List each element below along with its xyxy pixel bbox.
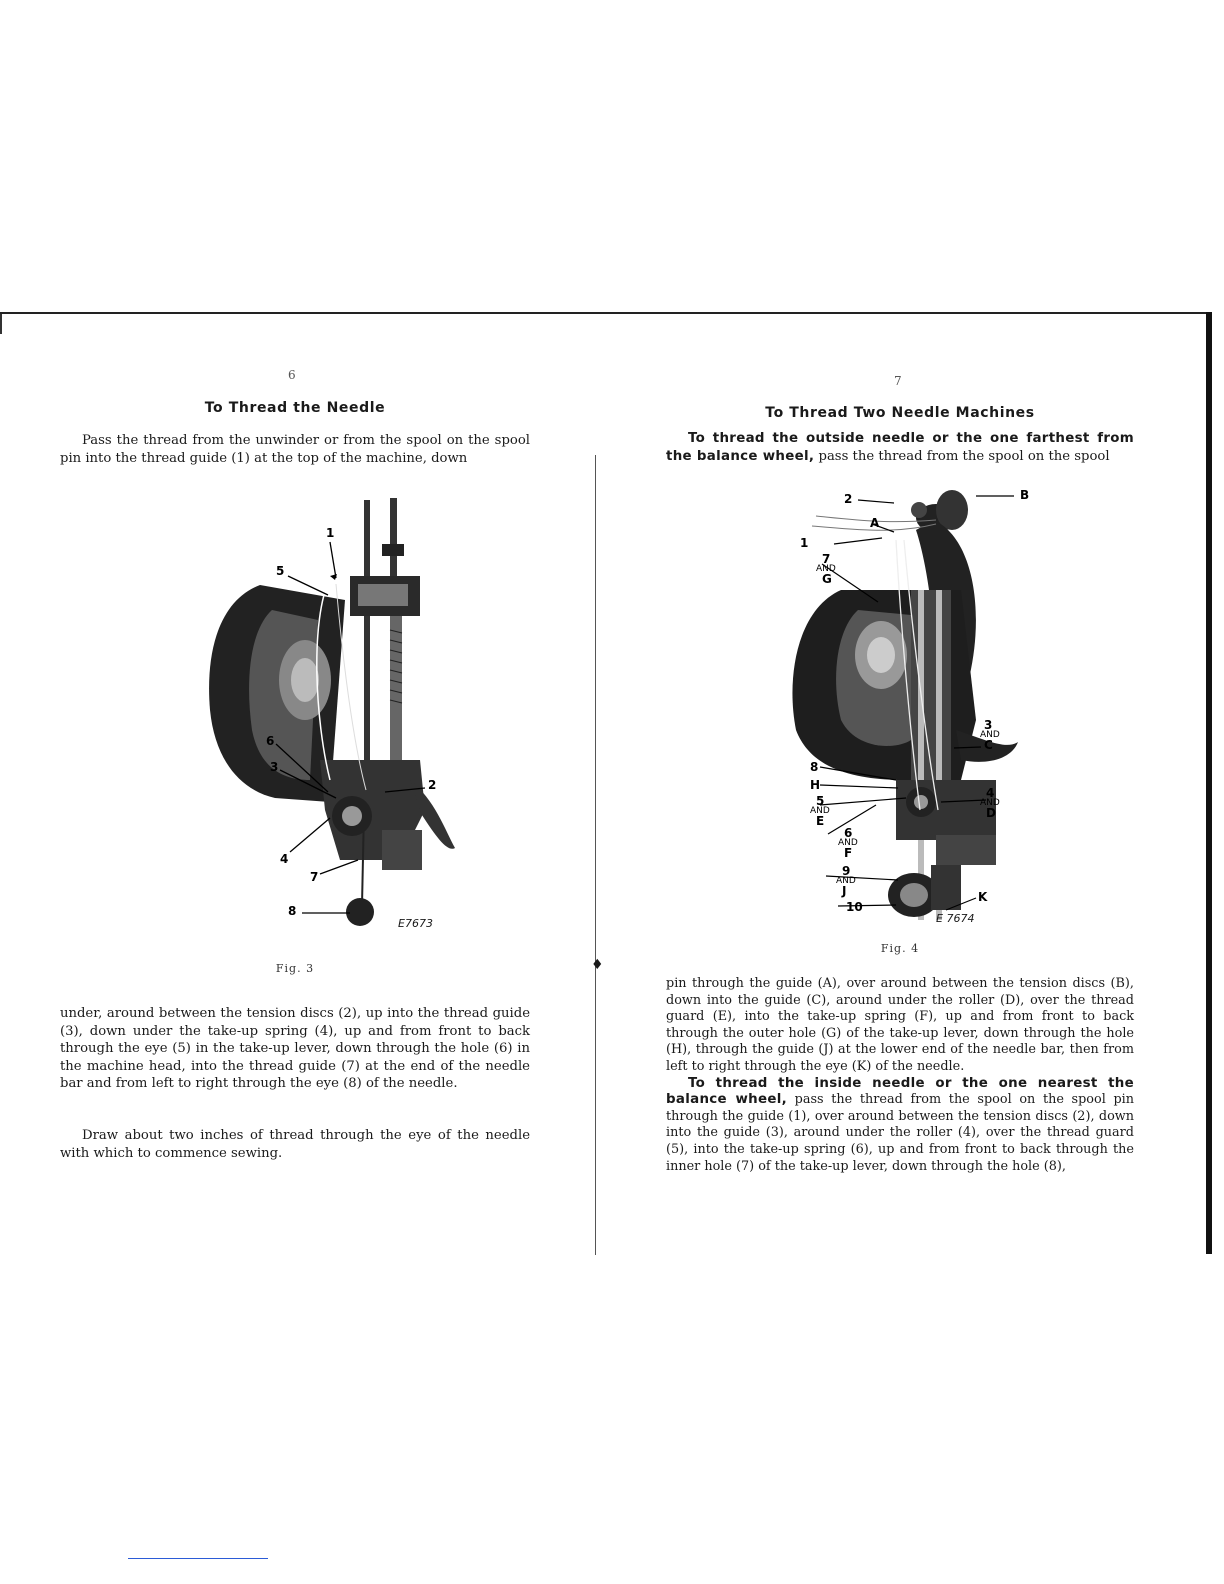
page-number: 6 <box>288 368 296 382</box>
callout-8: 8 <box>288 904 297 918</box>
callout-and: AND <box>810 806 830 816</box>
outside-needle-intro: To thread the outside needle or the one farthest from the balance wheel, pass the thread from the spool on the spool <box>666 431 1134 464</box>
callout-and: AND <box>816 564 836 574</box>
right-edge-shadow <box>1206 312 1212 1254</box>
spread-top-edge <box>0 312 1210 314</box>
page-heading: To Thread the Needle <box>204 400 386 416</box>
machine-head-illustration <box>190 480 520 940</box>
callout-and: AND <box>980 798 1000 808</box>
callout-D: D <box>986 806 996 820</box>
figure-4-two-needle-head <box>786 480 1136 930</box>
callout-and: AND <box>836 876 856 886</box>
callout-J: J <box>842 884 847 898</box>
callout-5: 5 <box>276 564 285 578</box>
gutter-mark: ♦ <box>591 957 604 973</box>
page-number: 7 <box>894 374 902 388</box>
callout-9: 9 <box>842 864 851 878</box>
callout-1: 1 <box>326 526 335 540</box>
callout-H: H <box>810 778 821 792</box>
callout-B: B <box>1020 488 1030 502</box>
callout-and: AND <box>838 838 858 848</box>
callout-2: 2 <box>844 492 853 506</box>
callout-6: 6 <box>266 734 275 748</box>
callout-5: 5 <box>816 794 825 808</box>
callout-3: 3 <box>270 760 279 774</box>
callout-3: 3 <box>984 718 993 732</box>
callout-A: A <box>870 516 880 530</box>
figure-caption: Fig. 4 <box>880 942 920 955</box>
callout-G: G <box>822 572 832 586</box>
callout-7: 7 <box>822 552 831 566</box>
callout-C: C <box>984 738 993 752</box>
figure-caption: Fig. 3 <box>275 962 315 975</box>
figure-code: E 7674 <box>936 912 975 925</box>
figure-3-machine-head <box>190 480 520 940</box>
callout-8: 8 <box>810 760 819 774</box>
callout-2: 2 <box>428 778 437 792</box>
threading-paragraph: under, around between the tension discs (2), up into the thread guide (3), down under the take-up spring (4), up and from front to back through the eye (5) in the take-up lever, down through the hole (6) in the machine head, into the thread guide (7) at the end of the needle bar and from left to right through the eye (8) of the needle. <box>60 1006 530 1091</box>
callout-4: 4 <box>280 852 289 866</box>
left-edge-mark <box>0 314 2 334</box>
figure-code: E7673 <box>398 917 433 930</box>
book-gutter <box>595 455 596 1255</box>
callout-4: 4 <box>986 786 995 800</box>
bottom-link-line <box>128 1558 268 1559</box>
closing-paragraph: Draw about two inches of thread through the eye of the needle with which to commence sewing. <box>60 1128 530 1161</box>
callout-10: 10 <box>846 900 863 914</box>
callout-and: AND <box>980 730 1000 740</box>
threading-paragraph: pin through the guide (A), over around between the tension discs (B), down into the guide (C), around under the roller (D), over the thread guard (E), into the take-up spring (F), up and from front to back through the outer hole (G) of the take-up lever, down through the hole (H), through the guide (J) at the lower end of the needle bar, then from left to right through the eye (K) of the needle. To thread the inside needle or the one nearest the balance wheel, pass the thread from the spool on the spool pin through the guide (1), over around between the tension discs (2), down into the guide (3), around under the roller (4), over the thread guard (5), into the take-up spring (6), up and from front to back through the inner hole (7) of the take-up lever, down through the hole (8), <box>666 976 1134 1174</box>
callout-1: 1 <box>800 536 809 550</box>
callout-F: F <box>844 846 853 860</box>
callout-K: K <box>978 890 988 904</box>
callout-E: E <box>816 814 825 828</box>
intro-paragraph: Pass the thread from the unwinder or from the spool on the spool pin into the thread guide (1) at the top of the machine, down <box>60 433 530 466</box>
two-needle-illustration <box>786 480 1136 930</box>
page-heading: To Thread Two Needle Machines <box>765 405 1035 421</box>
callout-7: 7 <box>310 870 319 884</box>
callout-6: 6 <box>844 826 853 840</box>
